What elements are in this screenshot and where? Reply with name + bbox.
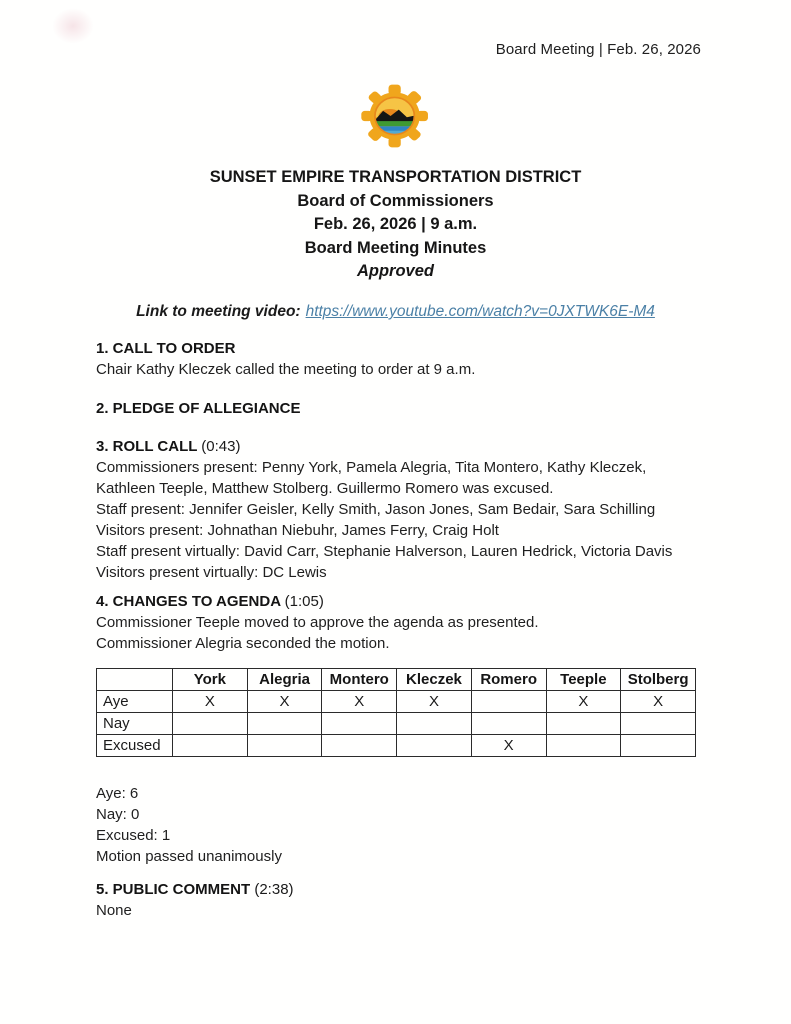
vote-cell	[247, 735, 322, 757]
vote-cell: X	[322, 691, 397, 713]
roll-call-staff-virtual: Staff present virtually: David Carr, Stephanie Halverson, Lauren Hedrick, Victoria Davis	[96, 543, 673, 560]
scan-artifact-smudge	[52, 8, 94, 44]
column-header-romero: Romero	[471, 669, 546, 691]
vote-row-nay	[97, 713, 696, 735]
section-heading-roll-call	[96, 436, 702, 457]
column-header-stolberg: Stolberg	[621, 669, 696, 691]
vote-cell: X	[546, 691, 621, 713]
page-header-meeting-date: Board Meeting | Feb. 26, 2026	[495, 41, 701, 58]
agenda-motion-text: Commissioner Teeple moved to approve the agenda as presented.	[96, 614, 539, 631]
roll-call-commissioners: Commissioners present: Penny York, Pamela Alegria, Tita Montero, Kathy Kleczek, Kathleen Teeple, Matthew Stolberg. Guillermo Romero was excused.	[96, 459, 647, 497]
youtube-video-link[interactable]: https://www.youtube.com/watch?v=0JXTWK6E-M4	[305, 303, 655, 320]
roll-call-timestamp: (0:43)	[201, 438, 241, 455]
board-name: Board of Commissioners	[297, 191, 494, 210]
vote-table	[96, 668, 696, 757]
roll-call-visitors-virtual: Visitors present virtually: DC Lewis	[96, 564, 327, 581]
column-header-montero: Montero	[322, 669, 397, 691]
section-2-title: 2. PLEDGE OF ALLEGIANCE	[96, 400, 301, 417]
column-header-teeple: Teeple	[546, 669, 621, 691]
meeting-datetime: Feb. 26, 2026 | 9 a.m.	[313, 215, 478, 233]
gear-logo-icon	[360, 84, 428, 148]
vote-summary-result: Motion passed unanimously	[96, 848, 282, 865]
vote-summary	[96, 783, 702, 867]
call-to-order-text: Chair Kathy Kleczek called the meeting to order at 9 a.m.	[96, 361, 476, 378]
document-title-block	[0, 166, 791, 284]
document-type: Board Meeting Minutes	[304, 238, 487, 257]
vote-cell	[173, 735, 248, 757]
vote-cell	[621, 735, 696, 757]
vote-cell	[173, 713, 248, 735]
section-heading-pledge	[96, 398, 702, 419]
public-comment-text: None	[96, 902, 132, 919]
section-heading-changes-to-agenda	[96, 591, 702, 612]
vote-summary-excused: Excused: 1	[96, 827, 171, 844]
district-logo	[360, 84, 428, 148]
approval-status: Approved	[356, 262, 434, 280]
vote-cell	[247, 713, 322, 735]
minutes-body	[96, 338, 702, 921]
vote-cell: X	[397, 691, 472, 713]
vote-cell	[546, 713, 621, 735]
vote-summary-aye: Aye: 6	[96, 785, 139, 802]
vote-cell	[546, 735, 621, 757]
vote-cell	[322, 713, 397, 735]
section-3-title: 3. ROLL CALL	[96, 438, 198, 455]
vote-cell	[471, 713, 546, 735]
section-heading-public-comment	[96, 879, 702, 900]
column-header-kleczek: Kleczek	[397, 669, 472, 691]
column-header-alegria: Alegria	[247, 669, 322, 691]
public-comment-timestamp: (2:38)	[254, 881, 294, 898]
vote-cell: X	[621, 691, 696, 713]
agenda-second-text: Commissioner Alegria seconded the motion.	[96, 635, 390, 652]
section-1-title: 1. CALL TO ORDER	[96, 340, 236, 357]
vote-cell	[322, 735, 397, 757]
vote-row-excused	[97, 735, 696, 757]
district-name: SUNSET EMPIRE TRANSPORTATION DISTRICT	[209, 168, 582, 186]
video-link-label: Link to meeting video:	[136, 303, 301, 320]
changes-to-agenda-timestamp: (1:05)	[284, 593, 324, 610]
section-4-title: 4. CHANGES TO AGENDA	[96, 593, 281, 610]
vote-cell: X	[247, 691, 322, 713]
video-link-line	[0, 301, 791, 323]
column-header-york: York	[173, 669, 248, 691]
row-label-aye: Aye	[97, 691, 173, 713]
vote-table-header-row	[97, 669, 696, 691]
vote-cell	[621, 713, 696, 735]
vote-cell: X	[471, 735, 546, 757]
section-5-title: 5. PUBLIC COMMENT	[96, 881, 251, 898]
vote-cell	[397, 735, 472, 757]
vote-summary-nay: Nay: 0	[96, 806, 140, 823]
roll-call-staff: Staff present: Jennifer Geisler, Kelly Smith, Jason Jones, Sam Bedair, Sara Schilling	[96, 501, 656, 518]
roll-call-visitors: Visitors present: Johnathan Niebuhr, James Ferry, Craig Holt	[96, 522, 499, 539]
vote-cell	[397, 713, 472, 735]
section-heading-call-to-order	[96, 338, 702, 359]
vote-row-aye	[97, 691, 696, 713]
row-label-excused: Excused	[97, 735, 173, 757]
vote-cell: X	[173, 691, 248, 713]
vote-cell	[471, 691, 546, 713]
row-label-nay: Nay	[97, 713, 173, 735]
vote-table-corner-cell	[97, 669, 173, 691]
